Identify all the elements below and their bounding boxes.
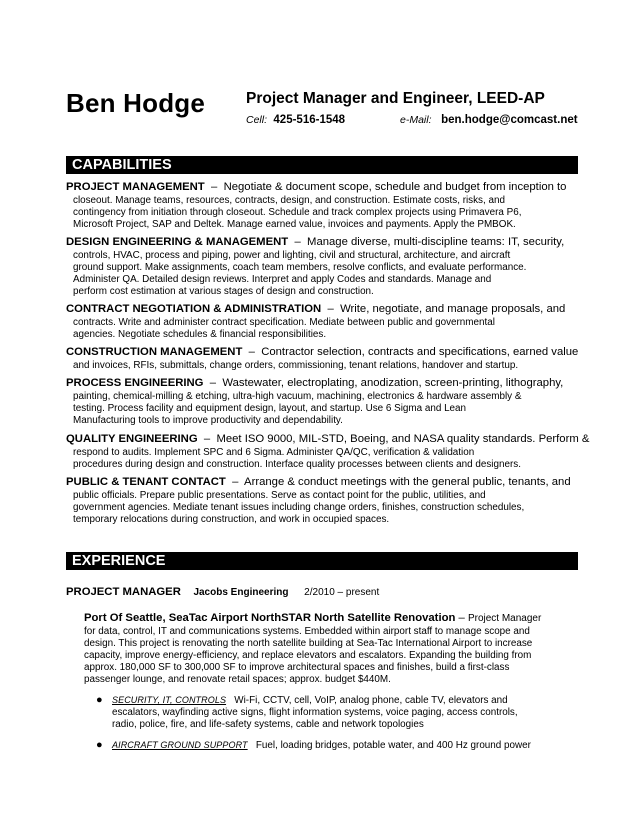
email-address: ben.hodge@comcast.net bbox=[441, 114, 578, 126]
capability-title: QUALITY ENGINEERING bbox=[66, 433, 198, 445]
capability-title: PROJECT MANAGEMENT bbox=[66, 181, 205, 193]
cell-contact bbox=[246, 114, 345, 126]
project-block: Port Of Seattle, SeaTac Airport NorthSTAR North Satellite Renovation – Project Manager for data, control, IT and communications systems. Embedded within airport staff to manage scope and design. This project is renovating the north satellite building at Sea-Tac International Airport to increase capacity, improve energy-efficiency, and replace elevators and escalators. Expanding the building from approx. 180,000 SF to 300,000 SF to improve architectural spaces and finishes, build a first-class passenger lounge, and renovate retail spaces; approx. budget $440M. bbox=[84, 612, 580, 687]
capability-line: testing. Process facility and equipment design, layout, and startup. Use 6 Sigma and Lean bbox=[73, 402, 467, 414]
project-line: approx. 180,000 SF to 300,000 SF to improve architectural spaces and finishes, build a first-class bbox=[84, 662, 510, 674]
capability-design-engineering: DESIGN ENGINEERING & MANAGEMENT – Manage diverse, multi-discipline teams: IT, security, controls, HVAC, process and piping, power and lighting, civil and structural, architecture, and aircraft ground support. Make assignments, coach team members, resolve conflicts, and evaluate performance. Administer QA. Detailed design reviews. Interpret and apply Codes and standards. Manage and perform cost estimation at various stages of design and construction. bbox=[66, 236, 580, 298]
job-dates: 2/2010 – present bbox=[304, 587, 380, 598]
capability-line: government agencies. Mediate tenant issues including change orders, finishes, construction schedules, bbox=[73, 501, 525, 513]
email-label: e-Mail: bbox=[400, 114, 432, 126]
capability-line: contingency from initiation through closeout. Schedule and track complex projects using Primavera P6, bbox=[73, 206, 522, 218]
capability-contract-negotiation: CONTRACT NEGOTIATION & ADMINISTRATION – Write, negotiate, and manage proposals, and contracts. Write and administer contract specification. Mediate between public and governmental agencies. Negotiate schedules & financial responsibilities. bbox=[66, 303, 580, 341]
bullet-aircraft-ground-support bbox=[96, 739, 580, 752]
capability-line: Manufacturing tools to improve productivity and dependability. bbox=[73, 415, 343, 426]
bullet-text: Fuel, loading bridges, potable water, and 400 Hz ground power bbox=[255, 740, 531, 751]
capability-text: Manage diverse, multi-discipline teams: IT, security, bbox=[307, 236, 565, 248]
capability-public-tenant-contact: PUBLIC & TENANT CONTACT – Arrange & conduct meetings with the general public, tenants, and public officials. Prepare public presentations. Serve as contact point for the public, utilities, and government agencies. Mediate tenant issues including change orders, finishes, construction schedules, temporary relocations during construction, and work in occupied spaces. bbox=[66, 476, 580, 526]
capability-line: contracts. Write and administer contract specification. Mediate between public and governmental bbox=[73, 316, 495, 328]
bullet-label: AIRCRAFT GROUND SUPPORT bbox=[112, 740, 248, 750]
bullet-dot-icon: ● bbox=[96, 739, 103, 751]
experience-heading: EXPERIENCE bbox=[68, 553, 169, 569]
project-role: Project Manager bbox=[467, 613, 542, 624]
bullet-security-it-controls bbox=[96, 694, 580, 732]
capability-line: Administer QA. Detailed design reviews. Interpret and apply Codes and standards. Manage and bbox=[73, 274, 492, 285]
capability-title: PROCESS ENGINEERING bbox=[66, 377, 204, 389]
capability-text: Negotiate & document scope, schedule and budget from inception to bbox=[223, 181, 567, 193]
capability-line: Microsoft Project, SAP and Deltek. Manage earned value, invoices and payments. Apply the PMBOK. bbox=[73, 219, 516, 230]
bullet-label: SECURITY, IT, CONTROLS bbox=[112, 695, 227, 705]
capabilities-heading-box bbox=[68, 157, 176, 173]
capability-line: temporary relocations during construction, and work in occupied spaces. bbox=[73, 514, 390, 525]
capability-text: Arrange & conduct meetings with the general public, tenants, and bbox=[244, 476, 571, 488]
capability-line: and invoices, RFIs, submittals, change orders, commissioning, tenant relations, handover and startup. bbox=[73, 359, 519, 371]
candidate-role: Project Manager and Engineer, LEED-AP bbox=[246, 90, 545, 107]
capability-text: Contractor selection, contracts and specifications, earned value bbox=[261, 346, 579, 358]
bullet-line: radio, police, fire, and life-safety systems, cable and network topologies bbox=[112, 719, 424, 731]
capability-line: closeout. Manage teams, resources, contracts, design, and construction. Estimate costs, risks, and bbox=[73, 194, 505, 206]
experience-heading-box bbox=[68, 553, 169, 569]
job-company: Jacobs Engineering bbox=[193, 587, 289, 598]
project-name: Port Of Seattle, SeaTac Airport NorthSTAR North Satellite Renovation bbox=[84, 612, 456, 624]
capability-text: Wastewater, electroplating, anodization, screen-printing, lithography, bbox=[222, 377, 564, 389]
capability-project-management: PROJECT MANAGEMENT – Negotiate & document scope, schedule and budget from inception to closeout. Manage teams, resources, contracts, design, and construction. Estimate costs, risks, and contingency from initiation through closeout. Schedule and track complex projects using Primavera P6, Microsoft Project, SAP and Deltek. Manage earned value, invoices and payments. Apply the PMBOK. bbox=[66, 181, 580, 231]
capability-line: controls, HVAC, process and piping, power and lighting, civil and structural, architecture, and aircraft bbox=[73, 249, 511, 261]
job-title: PROJECT MANAGER bbox=[66, 586, 181, 598]
capability-text: Meet ISO 9000, MIL-STD, Boeing, and NASA quality standards. Perform & bbox=[216, 433, 590, 445]
project-line: for data, control, IT and communications systems. Embedded within airport staff to manage scope and bbox=[84, 625, 530, 637]
email-contact bbox=[400, 114, 578, 126]
capability-line: public officials. Prepare public presentations. Serve as contact point for the public, utilities, and bbox=[73, 489, 486, 501]
capability-line: agencies. Negotiate schedules & financial responsibilities. bbox=[73, 328, 327, 340]
bullet-dot-icon: ● bbox=[96, 694, 103, 706]
capability-line: procedures during design and construction. Interface quality processes between clients and designers. bbox=[73, 458, 521, 470]
capability-line: painting, chemical-milling & etching, ultra-high vacuum, machining, electronics & hardware assembly & bbox=[73, 390, 522, 402]
capability-process-engineering: PROCESS ENGINEERING – Wastewater, electroplating, anodization, screen-printing, lithography, painting, chemical-milling & etching, ultra-high vacuum, machining, electronics & hardware assembly & testing. Process facility and equipment design, layout, and startup. Use 6 Sigma and Lean Manufacturing tools to improve productivity and dependability. bbox=[66, 377, 580, 427]
project-line: design. This project is renovating the north satellite building at Sea-Tac International Airport to increase bbox=[84, 637, 533, 649]
cell-number: 425-516-1548 bbox=[273, 114, 346, 126]
bullet-line: escalators, wayfinding active signs, flight information systems, voice paging, access controls, bbox=[112, 707, 518, 719]
capability-title: CONSTRUCTION MANAGEMENT bbox=[66, 346, 243, 358]
job-heading bbox=[66, 586, 379, 598]
capability-title: CONTRACT NEGOTIATION & ADMINISTRATION bbox=[66, 303, 322, 315]
capability-line: perform cost estimation at various stages of design and construction. bbox=[73, 286, 374, 298]
capability-line: respond to audits. Implement SPC and 6 Sigma. Administer QA/QC, verification & validation bbox=[73, 446, 475, 458]
experience-section-bar bbox=[66, 552, 578, 570]
capability-title: DESIGN ENGINEERING & MANAGEMENT bbox=[66, 236, 289, 248]
capabilities-heading: CAPABILITIES bbox=[68, 157, 176, 173]
capability-title: PUBLIC & TENANT CONTACT bbox=[66, 476, 226, 488]
capability-text: Write, negotiate, and manage proposals, and bbox=[340, 303, 566, 315]
cell-label: Cell: bbox=[246, 114, 268, 126]
project-line: capacity, improve energy-efficiency, and replace elevators and escalators. Expanding the building from bbox=[84, 650, 532, 661]
bullet-text: Wi-Fi, CCTV, cell, VoIP, analog phone, cable TV, elevators and bbox=[234, 695, 508, 706]
candidate-name: Ben Hodge bbox=[66, 88, 206, 118]
capability-construction-management: CONSTRUCTION MANAGEMENT – Contractor selection, contracts and specifications, earned value and invoices, RFIs, submittals, change orders, commissioning, tenant relations, handover and startup. bbox=[66, 346, 579, 371]
project-line: passenger lounge, and renovate retail spaces; approx. budget $440M. bbox=[84, 674, 391, 686]
capability-quality-engineering: QUALITY ENGINEERING – Meet ISO 9000, MIL-STD, Boeing, and NASA quality standards. Perform & respond to audits. Implement SPC and 6 Sigma. Administer QA/QC, verification & validation procedures during design and construction. Interface quality processes between clients and designers. bbox=[66, 433, 590, 470]
capabilities-section-bar bbox=[66, 156, 578, 174]
capability-line: ground support. Make assignments, coach team members, resolve conflicts, and evaluate performance. bbox=[73, 261, 527, 273]
